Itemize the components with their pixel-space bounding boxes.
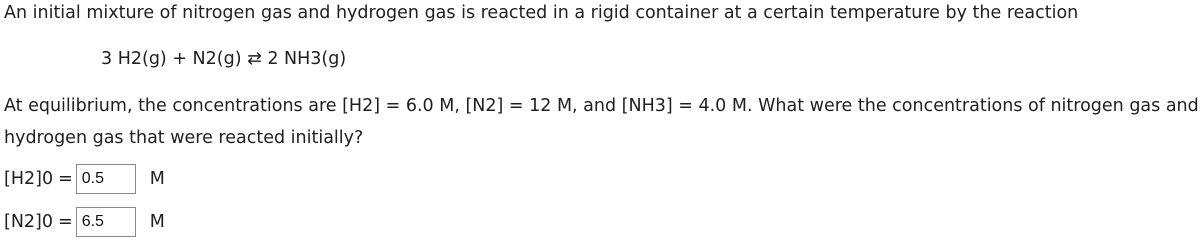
unit-label: M <box>149 212 165 232</box>
n2-initial-label: [N2]0 <box>4 212 54 232</box>
problem-intro: An initial mixture of nitrogen gas and hydrogen gas is reacted in a rigid container at a certain temperature by the reaction <box>4 3 1079 23</box>
answer-row-h2 <box>4 162 165 196</box>
reaction-equation: 3 H2(g) + N2(g) ⇄ 2 NH3(g) <box>101 49 347 69</box>
question-line-1: At equilibrium, the concentrations are [H2] = 6.0 M, [N2] = 12 M, and [NH3] = 4.0 M. What were the concentrations of nitrogen gas and <box>4 96 1199 116</box>
equals-sign: = <box>58 169 73 189</box>
unit-label: M <box>149 169 165 189</box>
answer-row-n2 <box>4 205 165 239</box>
question-line-2: hydrogen gas that were reacted initially? <box>4 128 364 148</box>
h2-initial-input[interactable] <box>76 164 136 194</box>
h2-initial-label: [H2]0 <box>4 169 54 189</box>
n2-initial-input[interactable] <box>76 207 136 237</box>
equals-sign: = <box>58 212 73 232</box>
